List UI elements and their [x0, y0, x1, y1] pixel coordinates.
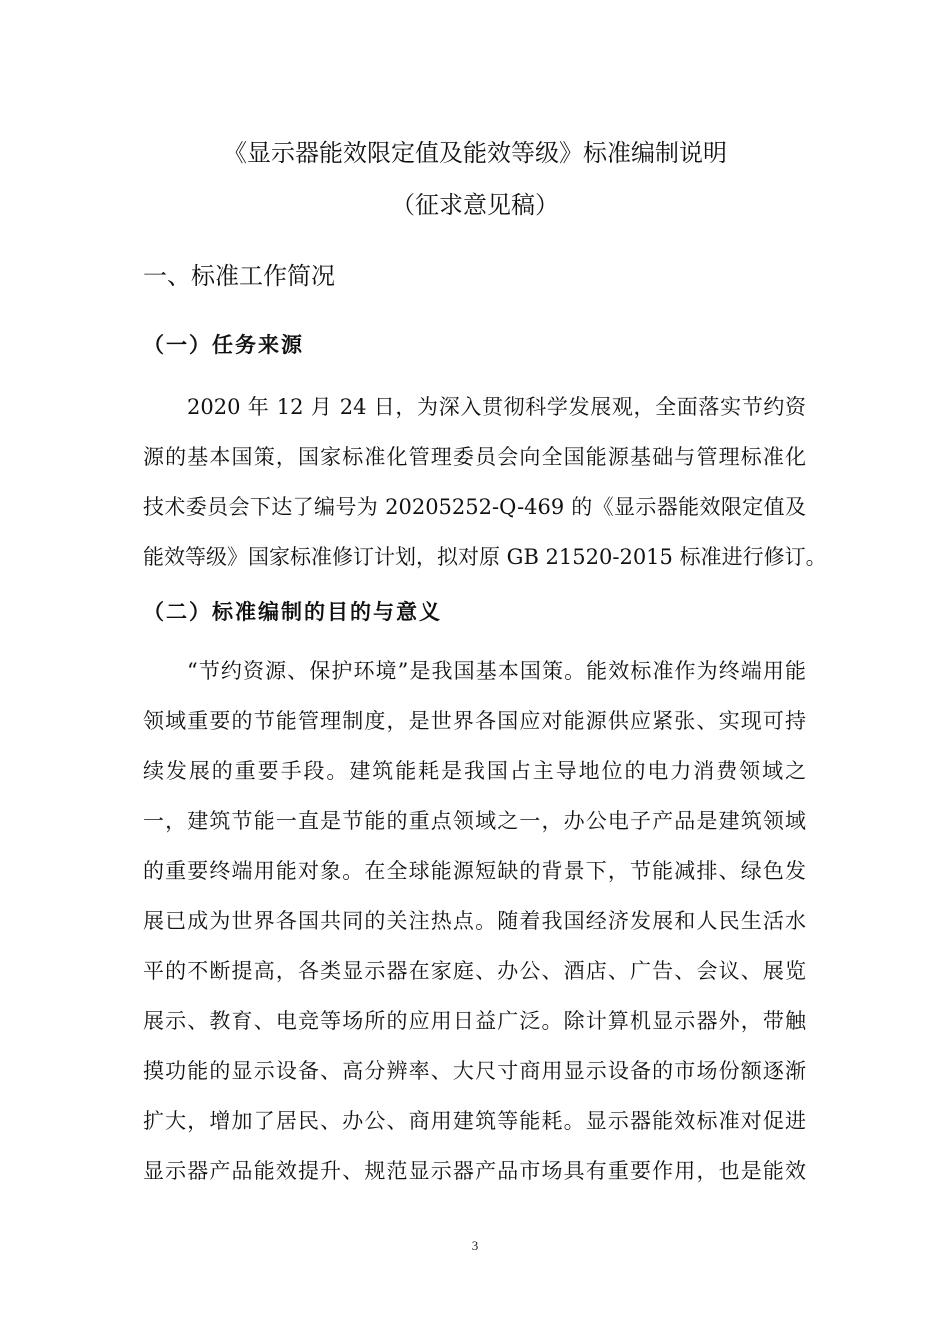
paragraph-line: 能效等级》国家标准修订计划，拟对原 GB 21520-2015 标准进行修订。 [143, 545, 827, 569]
paragraph-line: 展示、教育、电竞等场所的应用日益广泛。除计算机显示器外，带触 [143, 1009, 806, 1033]
paragraph-line: 领域重要的节能管理制度，是世界各国应对能源供应紧张、实现可持 [143, 709, 806, 733]
document-subtitle: （征求意见稿） [391, 191, 559, 219]
paragraph-line: 平的不断提高，各类显示器在家庭、办公、酒店、广告、会议、展览 [143, 959, 806, 983]
paragraph-line: 一，建筑节能一直是节能的重点领域之一，办公电子产品是建筑领域 [143, 809, 806, 833]
document-title: 《显示器能效限定值及能效等级》标准编制说明 [223, 139, 727, 167]
paragraph-line: 2020 年 12 月 24 日，为深入贯彻科学发展观，全面落实节约资 [187, 395, 806, 419]
section-heading: 一、标准工作简况 [143, 262, 335, 290]
paragraph-line: “节约资源、保护环境”是我国基本国策。能效标准作为终端用能 [187, 659, 806, 683]
page-number: 3 [471, 1238, 479, 1253]
paragraph-line: 续发展的重要手段。建筑能耗是我国占主导地位的电力消费领域之 [143, 759, 806, 783]
subsection-heading-purpose: （二）标准编制的目的与意义 [143, 600, 442, 624]
paragraph-line: 扩大，增加了居民、办公、商用建筑等能耗。显示器能效标准对促进 [143, 1109, 806, 1133]
paragraph-line: 的重要终端用能对象。在全球能源短缺的背景下，节能减排、绿色发 [143, 859, 806, 883]
paragraph-line: 摸功能的显示设备、高分辨率、大尺寸商用显示设备的市场份额逐渐 [143, 1059, 806, 1083]
paragraph-line: 显示器产品能效提升、规范显示器产品市场具有重要作用，也是能效 [143, 1159, 806, 1183]
subsection-heading-task-source: （一）任务来源 [143, 333, 304, 357]
paragraph-line: 技术委员会下达了编号为 20205252-Q-469 的《显示器能效限定值及 [143, 495, 806, 519]
paragraph-line: 展已成为世界各国共同的关注热点。随着我国经济发展和人民生活水 [143, 909, 806, 933]
paragraph-line: 源的基本国策，国家标准化管理委员会向全国能源基础与管理标准化 [143, 445, 806, 469]
